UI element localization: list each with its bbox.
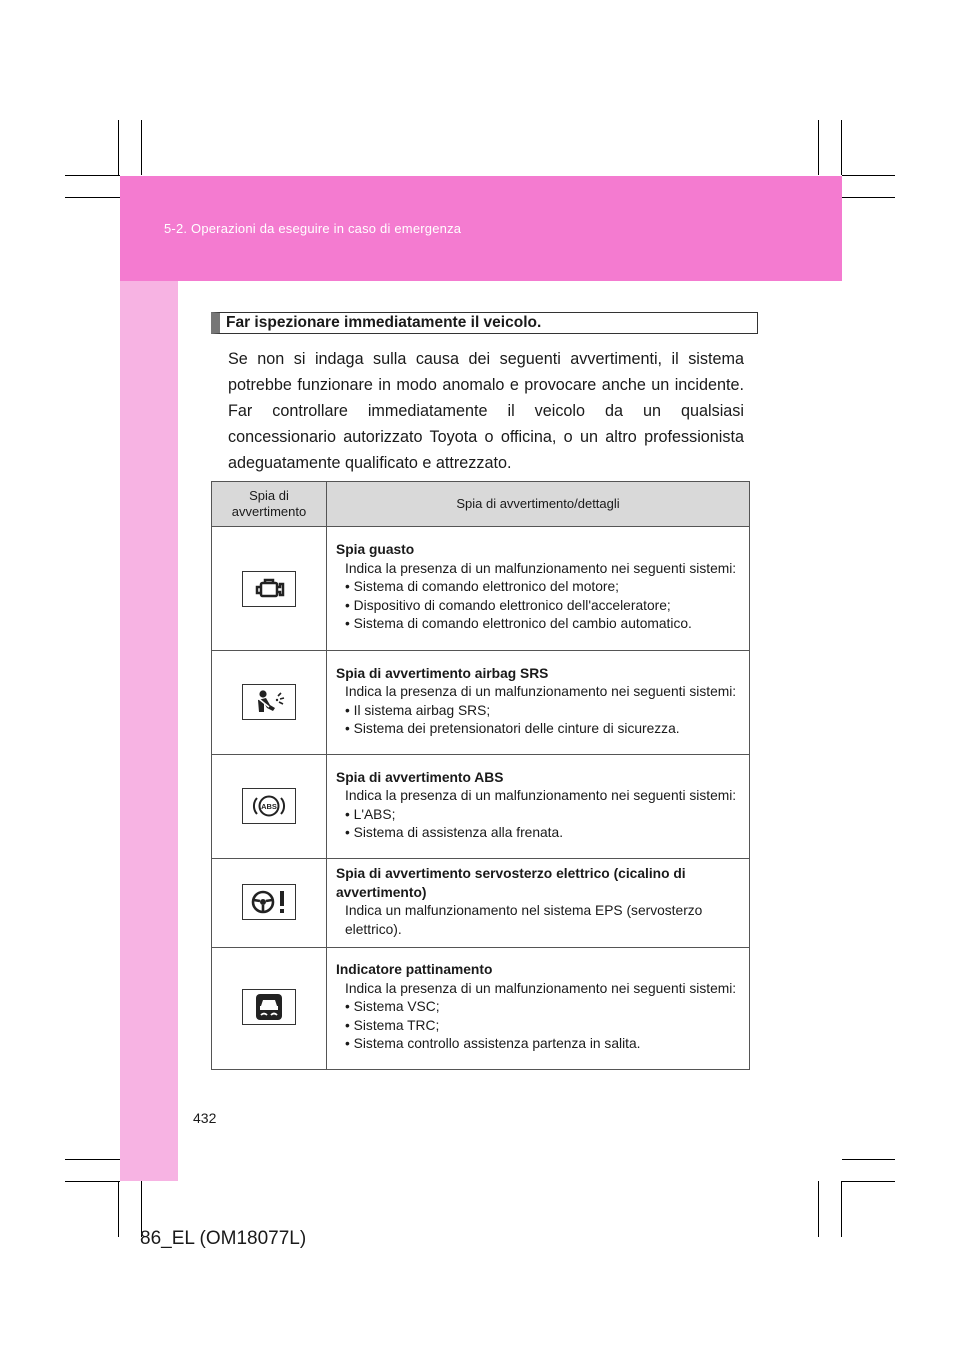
icon-cell <box>212 948 327 1070</box>
warning-lights-table <box>211 481 750 1070</box>
item-title: Spia di avvertimento ABS <box>336 769 504 785</box>
column-header-details: Spia di avvertimento/dettagli <box>327 482 750 527</box>
crop-mark <box>842 1181 895 1182</box>
item-title: Spia di avvertimento airbag SRS <box>336 665 549 681</box>
crop-mark <box>842 175 895 176</box>
crop-mark <box>65 197 120 198</box>
slip-indicator-icon <box>242 989 296 1025</box>
side-band <box>120 281 178 1181</box>
item-line: • Sistema TRC; <box>345 1017 440 1033</box>
crop-mark <box>118 1181 119 1237</box>
item-line: • Il sistema airbag SRS; <box>345 702 491 718</box>
item-line: • Dispositivo di comando elettronico dell'acceleratore; <box>345 597 671 613</box>
item-line: Indica la presenza di un malfunzionamento nei seguenti sistemi: <box>345 560 737 576</box>
item-title: Spia guasto <box>336 542 415 558</box>
crop-mark <box>842 1159 895 1160</box>
crop-mark <box>65 1181 120 1182</box>
crop-mark <box>841 1181 842 1237</box>
icon-cell <box>212 859 327 948</box>
crop-mark <box>65 1159 120 1160</box>
item-line: • Sistema VSC; <box>345 999 440 1015</box>
table-row <box>212 527 750 651</box>
item-line: Indica la presenza di un malfunzionamento nei seguenti sistemi: <box>345 684 737 699</box>
icon-cell <box>212 651 327 755</box>
document-code: 86_EL (OM18077L) <box>140 1228 307 1249</box>
item-line: Indica la presenza di un malfunzionamento nei seguenti sistemi: <box>345 980 737 996</box>
crop-mark <box>818 120 819 175</box>
icon-cell <box>212 527 327 651</box>
intro-paragraph: Se non si indaga sulla causa dei seguenti avvertimenti, il sistema potrebbe funzionare in modo anomalo e provocare anche un incidente. Far controllare immediatamente il veicolo da un qualsiasi concessionario autorizzato Toyota o officina, o un altro professionista adeguatamente qualificato e attrezzato. <box>228 350 744 472</box>
description-cell <box>327 651 750 755</box>
item-title: Spia di avvertimento servosterzo elettrico (cicalino di avvertimento) <box>336 866 686 900</box>
steering-warning-icon <box>242 884 296 920</box>
item-line: Indica la presenza di un malfunzionamento nei seguenti sistemi: <box>345 788 737 803</box>
item-line: • Sistema di assistenza alla frenata. <box>345 825 564 840</box>
crop-mark <box>842 197 895 198</box>
engine-icon <box>242 571 296 607</box>
crop-mark <box>818 1181 819 1237</box>
item-title: Indicatore pattinamento <box>336 962 493 978</box>
crop-mark <box>841 120 842 175</box>
item-line: • Sistema dei pretensionatori delle cinture di sicurezza. <box>345 721 680 736</box>
description-cell <box>327 755 750 859</box>
icon-cell <box>212 755 327 859</box>
crop-mark <box>65 175 120 176</box>
table-row <box>212 859 750 948</box>
table-header-row <box>212 482 750 527</box>
table-row <box>212 755 750 859</box>
page-number: 432 <box>193 1110 217 1126</box>
table-row <box>212 651 750 755</box>
description-cell <box>327 948 750 1070</box>
abs-icon <box>242 788 296 824</box>
item-line: • Sistema di comando elettronico del cambio automatico. <box>345 616 692 632</box>
column-header-light: Spia di avvertimento <box>212 482 327 527</box>
airbag-icon <box>242 684 296 720</box>
item-line: • Sistema controllo assistenza partenza in salita. <box>345 1036 641 1052</box>
item-line: • Sistema di comando elettronico del motore; <box>345 579 620 595</box>
item-line: • L'ABS; <box>345 806 396 822</box>
section-title: 5-2. Operazioni da eseguire in caso di emergenza <box>164 221 462 236</box>
crop-mark <box>118 120 119 175</box>
heading-box <box>211 312 758 334</box>
table-row <box>212 948 750 1070</box>
description-cell <box>327 527 750 651</box>
item-line: Indica un malfunzionamento nel sistema EPS (servosterzo elettrico). <box>345 903 703 937</box>
crop-mark <box>141 120 142 175</box>
description-cell <box>327 859 750 948</box>
heading-text: Far ispezionare immediatamente il veicolo. <box>226 314 542 331</box>
abs-icon-label: ABS <box>261 801 277 811</box>
